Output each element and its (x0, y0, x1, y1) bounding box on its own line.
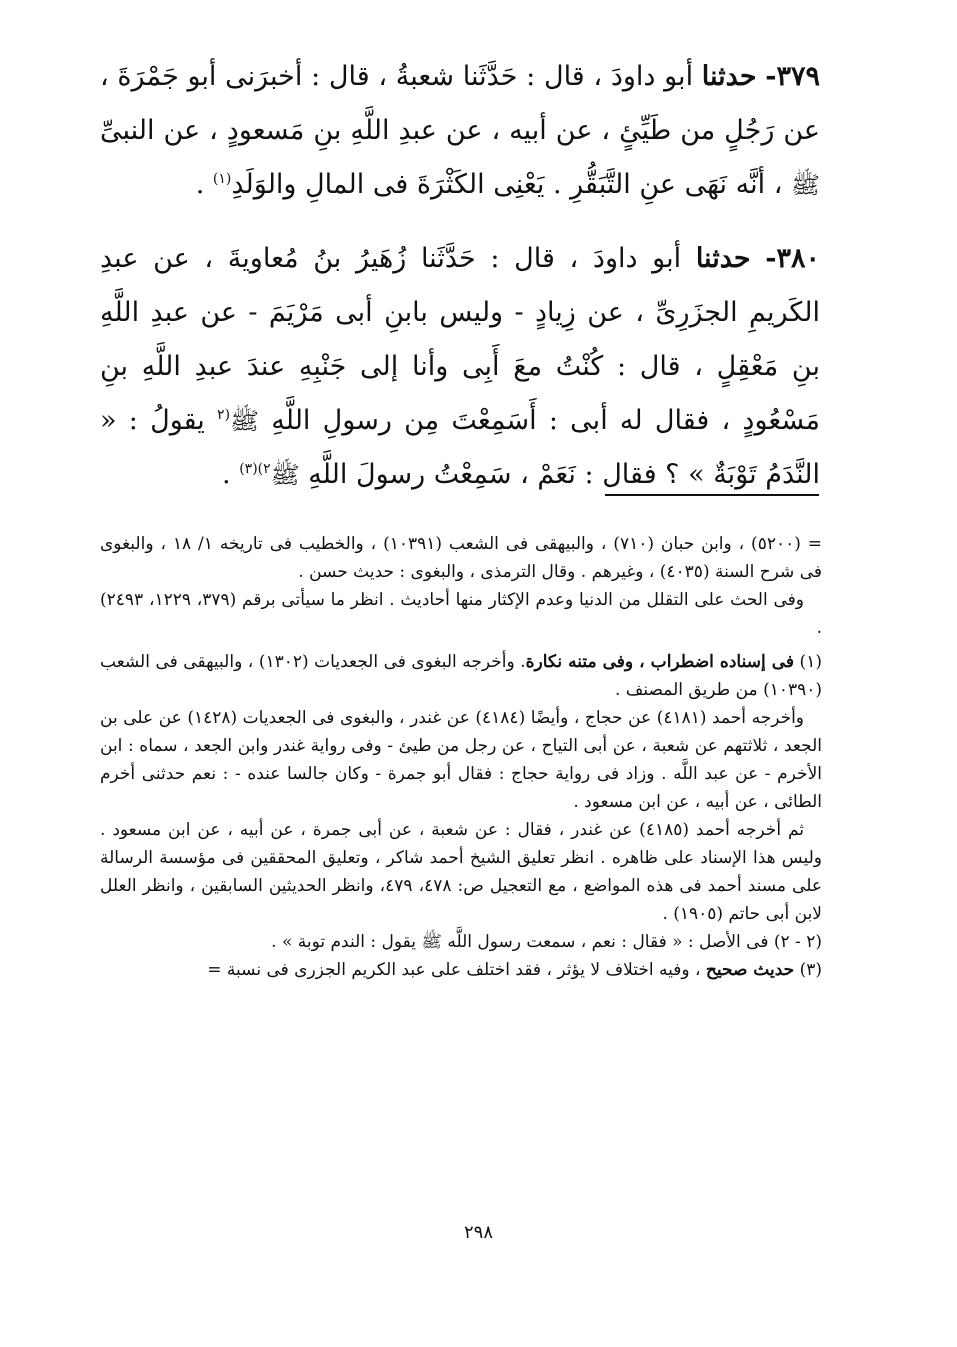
footnote-2: (٢ - ٢) فى الأصل : « فقال : نعم ، سمعت رسول اللَّه ﷺ يقول : الندم توبة » . (271, 932, 822, 952)
footnote-ref: (٢ (217, 407, 231, 423)
footnote-number: (١) (794, 652, 822, 672)
hadith-text-continued: ، أنَّه نَهَى عنِ التَّبَقُّرِ . يَعْنِى الكَثْرَةَ فى المالِ والوَلَدِ (231, 169, 791, 200)
footnote-1 (100, 648, 822, 704)
footnote-number: (٣) (794, 960, 822, 980)
hadith-end: . (222, 459, 240, 490)
hadith-text: أبو داودَ ، قال : حَدَّثَنا شعبةُ ، قال : أخبرَنى أبو جَمْرَةَ ، عن رَجُلٍ من طَيِّئٍ ، عن أبيه ، عن عبدِ اللَّهِ بنِ مَسعودٍ ، عن النبىِّ (100, 61, 820, 146)
hadith-380 (100, 232, 820, 502)
footnote-1-paragraph: وأخرجه أحمد (٤١٨١) عن حجاج ، وأيضًا (٤١٨٤) عن غندر ، والبغوى فى الجعديات (١٤٢٨) عن على بن الجعد ، ثلاثتهم عن شعبة ، عن أبى التياح ، عن رجل من طيئ - وفى رواية غندر وابن الجعد ، سماه : ابن الأخرم - عن عبد اللَّه . وزاد فى رواية حجاج : فقال أبو جمرة - وكان جالسا عنده - : نعم حدثنى أخرم الطائى ، عن أبيه ، عن ابن مسعود . (100, 708, 822, 812)
footnote-grading: حديث صحيح (705, 960, 795, 980)
footnote-ref: (١) (212, 171, 232, 187)
hadith-number: ٣٨٠- (765, 243, 820, 274)
footnote-continuation-paragraph: وفى الحث على التقلل من الدنيا وعدم الإكثار منها أحاديث . انظر ما سيأتى برقم (٣٧٩، ١٢٢٩، ٢٤٩٣) . (100, 590, 822, 638)
hadith-lead-word: حدثنا (701, 61, 757, 92)
footnote-text: . وأخرجه البغوى فى الجعديات (١٣٠٢) ، والبيهقى فى الشعب (١٠٣٩٠) من طريق المصنف . (100, 652, 822, 700)
footnote-separator (605, 494, 819, 496)
footnote-1-paragraph: ثم أخرجه أحمد (٤١٨٥) عن غندر ، فقال : عن شعبة ، عن أبى جمرة ، عن أبيه ، عن ابن مسعود . وليس هذا الإسناد على ظاهره . انظر تعليق الشيخ أحمد شاكر ، وتعليق المحققين فى مؤسسة الرسالة على مسند أحمد فى هذه المواضع ، مع التعجيل ص: ٤٧٨، ٤٧٩، وانظر الحديثين السابقين ، وانظر العلل لابن أبى حاتم (١٩٠٥) . (100, 820, 823, 924)
salutation-glyph: ﷺ (230, 407, 260, 435)
hadith-text: أبو داودَ ، قال : حَدَّثَنا زُهَيرُ بنُ مُعاويةَ ، عن عبدِ الكَريمِ الجزَرِىِّ ، عن زِيادٍ - وليس بابنِ أبى مَرْيَمَ - عن عبدِ اللَّهِ بنِ مَعْقِلٍ ، قال : كُنْتُ معَ أَبِى وأنا إلى جَنْبِهِ عندَ عبدِ اللَّهِ بنِ مَسْعُودٍ ، فقال له أبى : أَسَمِعْتَ مِن رسولِ اللَّهِ (100, 243, 820, 436)
hadith-number: ٣٧٩- (765, 61, 820, 92)
salutation-glyph: ﷺ (791, 171, 820, 199)
hadith-lead-word: حدثنا (695, 243, 751, 274)
hadith-text-continued: يقولُ : « النَّدَمُ تَوْبَةٌ » ؟ فقال : نَعَمْ ، سَمِعْتُ رسولَ اللَّهِ (100, 405, 820, 490)
footnote-3 (100, 956, 822, 984)
footnote-text: ، وفيه اختلاف لا يؤثر ، فقد اختلف على عبد الكريم الجزرى فى نسبة = (207, 960, 706, 980)
hadith-end: . (195, 169, 213, 200)
footnotes-section (100, 530, 822, 984)
footnote-continuation: = (٥٢٠٠) ، وابن حبان (٧١٠) ، والبيهقى فى الشعب (١٠٣٩١) ، والخطيب فى تاريخه ١/ ١٨ ، والبغوى فى شرح السنة (٤٠٣٥) ، وغيرهم . وقال الترمذى ، والبغوى : حديث حسن . (100, 534, 823, 582)
footnote-ref: ٢)(٣) (239, 461, 271, 477)
footnote-grading: فى إسناده اضطراب ، وفى متنه نكارة (525, 652, 795, 672)
hadith-379 (100, 50, 820, 212)
salutation-glyph: ﷺ (270, 461, 300, 489)
page-number: ٢٩٨ (463, 1222, 493, 1243)
